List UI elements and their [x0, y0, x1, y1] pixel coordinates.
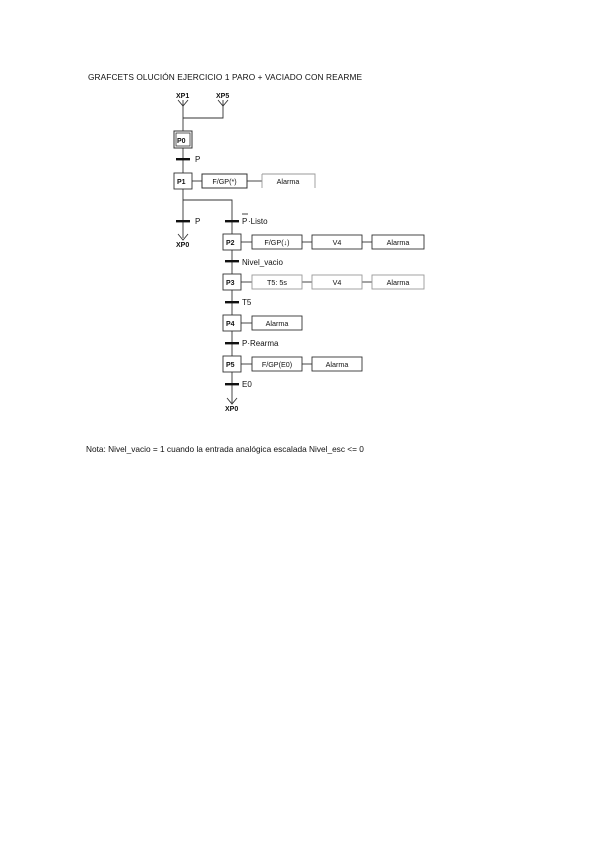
transition-branch-left: P	[195, 217, 201, 226]
step-p5: P5	[226, 362, 235, 369]
transition-p0-p1: P	[195, 155, 201, 164]
output-label-bottom: XP0	[225, 406, 239, 413]
transition-branch-right-listo: ·Listo	[248, 217, 268, 226]
page-title: GRAFCETS OLUCIÓN EJERCICIO 1 PARO + VACIADO CON REARME	[88, 72, 363, 82]
action-p2-fgp: F/GP(↓)	[264, 238, 290, 247]
transition-branch-right	[242, 214, 268, 226]
action-p4-alarma: Alarma	[265, 319, 289, 328]
step-p2: P2	[226, 240, 235, 247]
transition-branch-right-p: P	[242, 217, 248, 226]
action-p3-alarma: Alarma	[386, 278, 410, 287]
action-p2-alarma: Alarma	[386, 238, 410, 247]
action-p5-fgp: F/GP(E0)	[261, 360, 293, 369]
transition-p5-out: E0	[242, 380, 252, 389]
transition-p3-p4: T5	[242, 298, 252, 307]
action-p1-fgp: F/GP(*)	[212, 177, 237, 186]
footnote: Nota: Nivel_vacio = 1 cuando la entrada analógica escalada Nivel_esc <= 0	[86, 444, 364, 454]
output-label-left: XP0	[176, 242, 190, 249]
step-p1: P1	[177, 179, 186, 186]
action-p1-alarma: Alarma	[276, 177, 300, 186]
step-p3: P3	[226, 280, 235, 287]
step-p0: P0	[177, 138, 186, 145]
action-p3-v4: V4	[332, 278, 342, 287]
transition-p4-p5: P·Rearma	[242, 339, 279, 348]
transition-p2-p3: Nivel_vacio	[242, 258, 283, 267]
input-label-xp1: XP1	[176, 93, 190, 100]
action-p3-timer: T5: 5s	[267, 278, 287, 287]
action-p5-alarma: Alarma	[325, 360, 349, 369]
action-p2-v4: V4	[332, 238, 342, 247]
step-p4: P4	[226, 321, 235, 328]
input-label-xp5: XP5	[216, 93, 230, 100]
